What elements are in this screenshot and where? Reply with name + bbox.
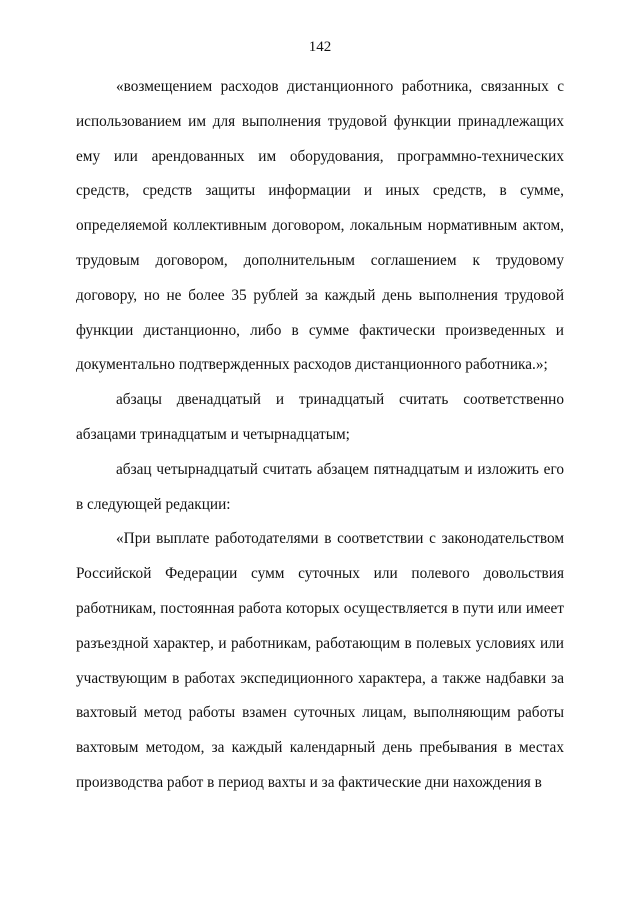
- page-number: 142: [308, 39, 332, 55]
- paragraph-renumbering-12-13: абзацы двенадцатый и тринадцатый считать соответственно абзацами тринадцатым и четырнадцатым;: [76, 391, 564, 443]
- document-body: [76, 70, 564, 801]
- paragraph-reimbursement-text: «возмещением расходов дистанционного работника, связанных с использованием им для выполнения трудовой функции принадлежащих ему или арендованных им оборудования, программно-технических средств, средств защиты информации и иных средств, в сумме, определяемой коллективным договором, локальным нормативным актом, трудовым договором, дополнительным соглашением к трудовому договору, но не более 35 рублей за каждый день выполнения трудовой функции дистанционно, либо в сумме фактически произведенных и документально подтвержденных расходов дистанционного работника.»;: [76, 78, 564, 374]
- paragraph-renumbering-14: абзац четырнадцатый считать абзацем пятнадцатым и изложить его в следующей редакции:: [76, 460, 564, 513]
- paragraph-per-diem-text: «При выплате работодателями в соответствии с законодательством Российской Федерации сумм суточных или полевого довольствия работникам, постоянная работа которых осуществляется в пути или имеет разъездной характер, и работникам, работающим в полевых условиях или участвующим в работах экспедиционного характера, а также надбавки за вахтовый метод работы взамен суточных лицам, выполняющим работы вахтовым методом, за каждый календарный день пребывания в местах производства работ в период вахты и за фактические дни нахождения в: [76, 530, 564, 791]
